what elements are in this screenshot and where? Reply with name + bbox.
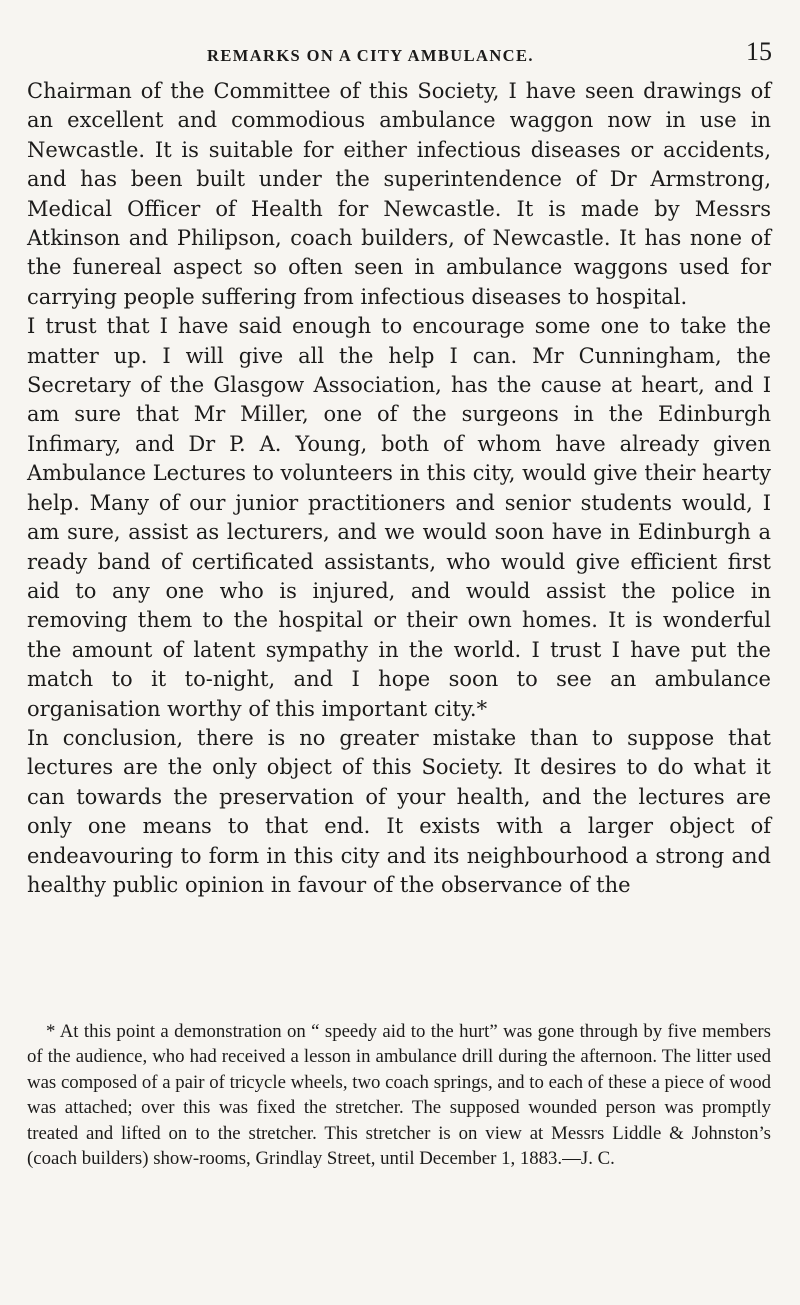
paragraph-conclusion: In conclusion, there is no greater mistake than to suppose that lectures are the only object of this Society. It desires to do what it can towards the preservation of your health, and the lectures are only one means to that end. It exists with a larger object of endeavouring to form in this city and its neighbourhood a strong and healthy public opinion in favour of the observance of the <box>27 725 771 897</box>
page-number: 15 <box>746 37 772 66</box>
body-text <box>27 77 771 900</box>
running-title: REMARKS ON A CITY AMBULANCE. <box>207 46 534 65</box>
paragraph-ambulance-waggon: Chairman of the Committee of this Society, I have seen drawings of an excellent and commodious ambulance waggon now in use in Newcastle. It is suitable for either infectious diseases or accidents, and has been built under the superintendence of Dr Armstrong, Medical Officer of Health for Newcastle. It is made by Messrs Atkinson and Philipson, coach builders, of Newcastle. It has none of the funereal aspect so often seen in ambulance waggons used for carrying people suffering from infectious diseases to hospital. <box>27 79 771 309</box>
running-head <box>0 24 772 64</box>
footnote <box>27 1019 771 1171</box>
paragraph-encouragement: I trust that I have said enough to encourage some one to take the matter up. I will give all the help I can. Mr Cunningham, the Secretary of the Glasgow Association, has the cause at heart, and I am sure that Mr Miller, one of the surgeons in the Edinburgh Infimary, and Dr P. A. Young, both of whom have already given Ambulance Lectures to volunteers in this city, would give their hearty help. Many of our junior practitioners and senior students would, I am sure, assist as lecturers, and we would soon have in Edinburgh a ready band of certificated assistants, who would give efficient first aid to any one who is injured, and would assist the police in removing them to the hospital or their own homes. It is wonderful the amount of latent sympathy in the world. I trust I have put the match to it to-night, and I hope soon to see an ambulance organisation worthy of this important city.* <box>27 314 771 721</box>
footnote-text: * At this point a demonstration on “ speedy aid to the hurt” was gone through by five members of the audience, who had received a lesson in ambulance drill during the afternoon. The litter used was composed of a pair of tricycle wheels, two coach springs, and to each of these a piece of wood was attached; over this was fixed the stretcher. The supposed wounded person was promptly treated and lifted on to the stretcher. This stretcher is on view at Messrs Liddle & Johnston’s (coach builders) show-rooms, Grindlay Street, until December 1, 1883.—J. C. <box>27 1021 771 1170</box>
